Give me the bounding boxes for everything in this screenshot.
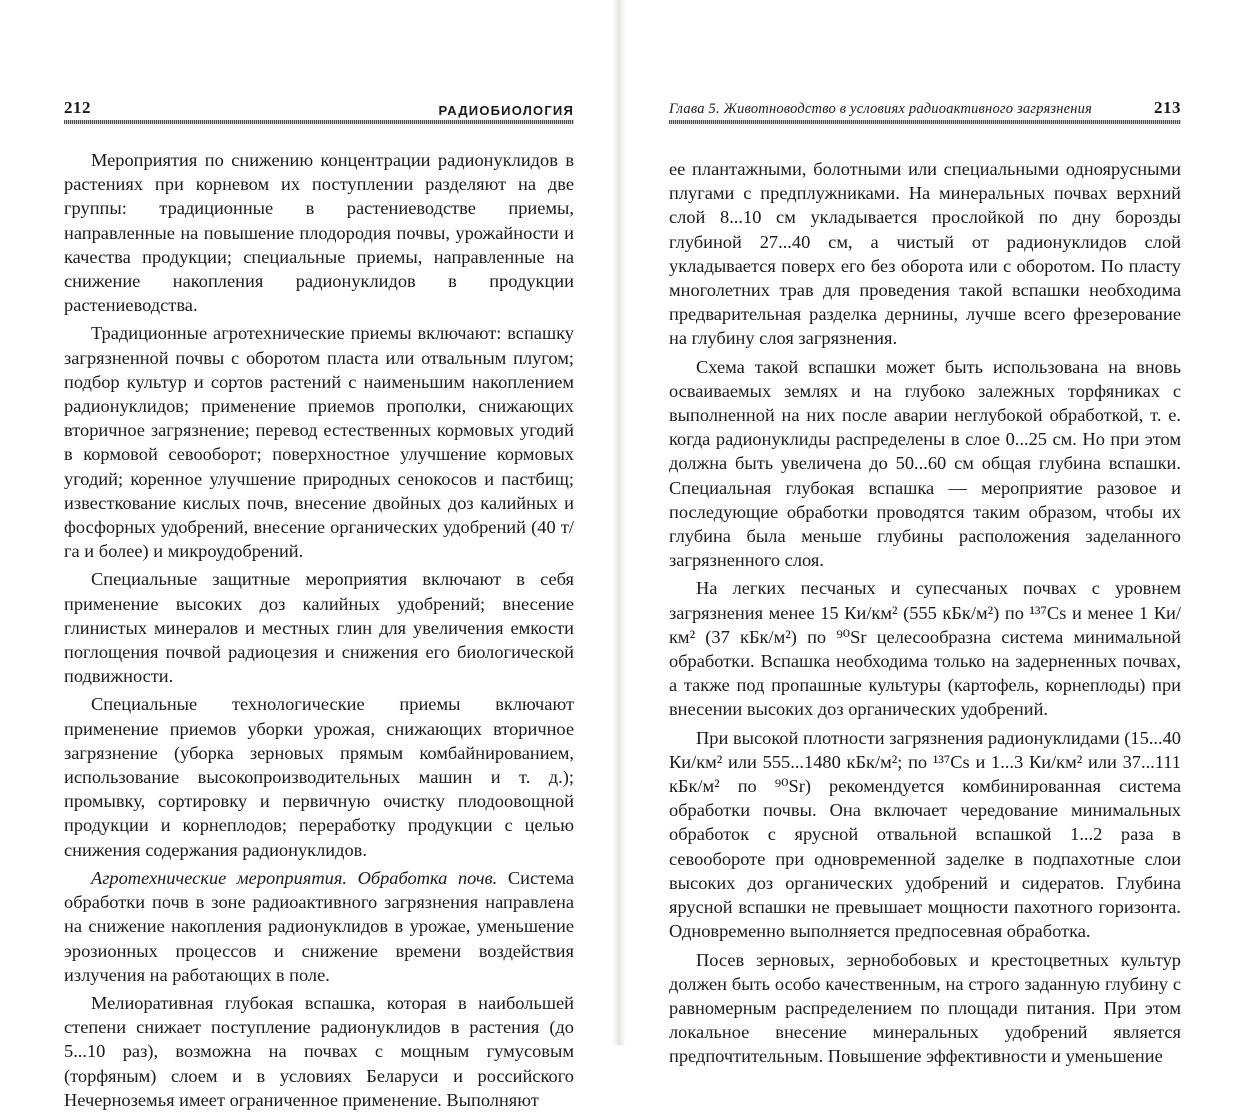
paragraph: Мероприятия по снижению концентрации радионуклидов в растениях при корневом их поступлении разделяют на две группы: традиционные в растениеводстве приемы, направленные на повышение плодородия почвы, урожайности и качества продукции; специальные приемы, направленные на снижение накопления радионуклидов в продукции растениеводства. — [64, 150, 574, 316]
right-running-head — [669, 94, 1181, 118]
left-page — [0, 0, 618, 1110]
page-number: 213 — [1154, 98, 1181, 117]
paragraph: Специальные технологические приемы включают применение приемов уборки урожая, снижающих вторичное загрязнение (уборка зерновых прямым комбайнированием, использование высокопроизводительных машин и т. д.); промывку, сортировку и первичную очистку плодоовощной продукции и корнеплодов; переработку продукции с целью снижения содержания радионуклидов. — [64, 694, 574, 860]
paragraph: Мелиоративная глубокая вспашка, которая в наибольшей степени снижает поступление радионуклидов в растения (до 5...10 раз), возможна на почвах с мощным гумусовым (торфяным) слоем и в условиях Беларуси и российского Нечерноземья имеет ограниченное применение. Выполняют — [64, 992, 574, 1110]
right-page — [619, 0, 1237, 1067]
running-head-title: РАДИОБИОЛОГИЯ — [438, 103, 574, 118]
paragraph: Специальные защитные мероприятия включают в себя применение высоких доз калийных удобрений; внесение глинистых минералов и местных глин для увеличения емкости поглощения почвой радиоцезия и снижения его биологической подвижности. — [64, 569, 574, 687]
book-gutter — [612, 0, 626, 1045]
paragraph: При высокой плотности загрязнения радионуклидами (15...40 Ки/км² или 555...1480 кБк/м²; по ¹³⁷Cs и 1...3 Ки/км² или 37...111 кБк/м² по ⁹⁰Sr) рекомендуется комбинированная система обработки почвы. Она включает чередование минимальных обработок с ярусной отвальной вспашкой 1...2 раза в севообороте при одновременной заделке в подпахотные слои высоких доз органических удобрений и сидератов. Глубина ярусной вспашки не превышает мощности пахотного горизонта. Одновременно выполняется предпосевная обработка. — [669, 727, 1181, 942]
left-running-head — [64, 94, 574, 118]
header-rule — [669, 120, 1181, 124]
right-body-text — [669, 157, 1181, 1073]
paragraph: Посев зерновых, зернобобовых и крестоцветных культур должен быть особо качественным, на строго заданную глубину с равномерным распределением по площади питания. При этом локальное внесение минеральных удобрений является предпочтительным. Повышение эффективности и уменьшение — [669, 949, 1181, 1067]
running-head-chapter: Глава 5. Животноводство в условиях радиоактивного загрязнения — [669, 101, 1093, 117]
paragraph: Схема такой вспашки может быть использована на вновь осваиваемых землях и на глубоко залежных торфяниках с выполненной на них после аварии неглубокой обработкой, т. е. когда радионуклиды распределены в слое 0...25 см. Но при этом должна быть увеличена до 50...60 см общая глубина вспашки. Специальная глубокая вспашка — мероприятие разовое и последующие обработки проводятся таким образом, чтобы их глубина была меньше глубины расположения заделанного загрязненного слоя. — [669, 356, 1181, 571]
left-body-text — [64, 148, 574, 1116]
paragraph: Традиционные агротехнические приемы включают: вспашку загрязненной почвы с оборотом пласта или отвальным плугом; подбор культур и сортов растений с наименьшим накоплением радионуклидов; применение приемов прополки, снижающих вторичное загрязнение; перевод естественных кормовых угодий в кормовой севооборот; поверхностное улучшение кормовых угодий; коренное улучшение природных сенокосов и пастбищ; известкование кислых почв, внесение двойных доз калийных и фосфорных удобрений, внесение органических удобрений (40 т/га и более) и микроудобрений. — [64, 323, 574, 562]
paragraph-text: Система обработки почв в зоне радиоактивного загрязнения направлена на снижение накопления радионуклидов в урожае, уменьшение эрозионных процессов и снижение времени воздействия излучения на работающих в поле. — [64, 867, 574, 985]
paragraph: На легких песчаных и супесчаных почвах с уровнем загрязнения менее 15 Ки/км² (555 кБк/м²) по ¹³⁷Cs и менее 1 Ки/км² (37 кБк/м²) по ⁹⁰Sr целесообразна система минимальной обработки. Вспашка необходима только на задерненных почвах, а также под пропашные культуры (картофель, корнеплоды) при внесении высоких доз органических удобрений. — [669, 578, 1181, 720]
page-number: 212 — [64, 98, 91, 117]
paragraph — [64, 866, 574, 987]
italic-subheading: Агротехнические мероприятия. Обработка почв. — [91, 867, 498, 888]
paragraph: ее плантажными, болотными или специальными одноярусными плугами с предплужниками. На минеральных почвах верхний слой 8...10 см укладывается прослойкой по дну борозды глубиной 27...40 см, а чистый от радионуклидов слой укладывается поверх его без оборота или с оборотом. По пласту многолетних трав для проведения такой вспашки необходима предварительная разделка дернины, лучше всего фрезерование на глубину слоя загрязнения. — [669, 159, 1181, 349]
header-rule — [64, 120, 574, 124]
